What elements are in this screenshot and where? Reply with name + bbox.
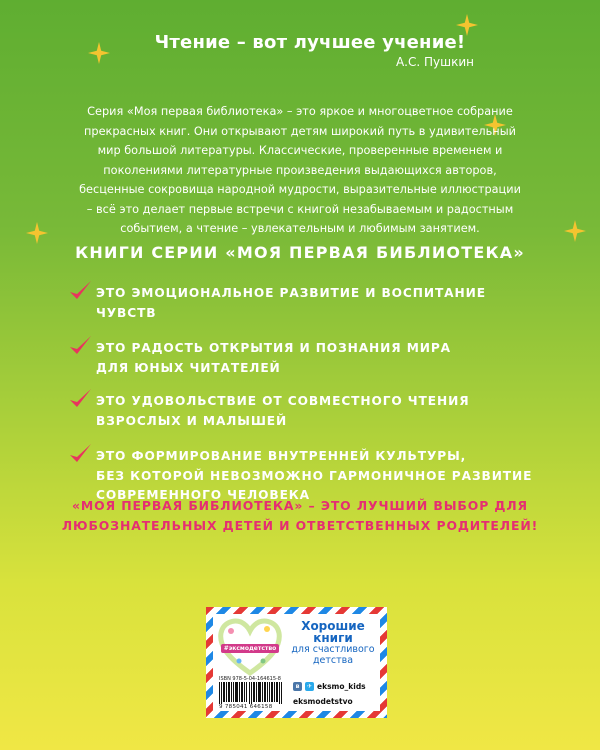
list-item [66, 339, 546, 378]
checkmark-icon [66, 441, 94, 469]
benefit-text: ЭТО РАДОСТЬ ОТКРЫТИЯ И ПОЗНАНИЯ МИРА ДЛЯ ЮНЫХ ЧИТАТЕЛЕЙ [96, 341, 451, 375]
social-handle: eksmo_kids [317, 681, 366, 691]
conclusion-text: «МОЯ ПЕРВАЯ БИБЛИОТЕКА» – ЭТО ЛУЧШИЙ ВЫБОР ДЛЯ ЛЮБОЗНАТЕЛЬНЫХ ДЕТЕЙ И ОТВЕТСТВЕННЫХ РОДИТЕЛЕЙ! [61, 498, 539, 533]
isbn: ISBN 978-5-04-164615-8 [219, 676, 281, 682]
hashtag-badge: #эксмодетство [221, 644, 279, 653]
checkmark-icon [66, 333, 94, 361]
epigraph-text: Чтение – вот лучшее учение! [154, 32, 466, 53]
section-title: КНИГИ СЕРИИ «МОЯ ПЕРВАЯ БИБЛИОТЕКА» [75, 243, 525, 262]
list-item [66, 284, 546, 323]
benefit-text: ЭТО ФОРМИРОВАНИЕ ВНУТРЕННЕЙ КУЛЬТУРЫ, БЕЗ КОТОРОЙ НЕВОЗМОЖНО ГАРМОНИЧНОЕ РАЗВИТИЕ СОВРЕМЕННОГО ЧЕЛОВЕКА [96, 449, 533, 502]
slogan-line: книги [313, 631, 353, 645]
epigraph [140, 32, 480, 69]
checkmark-icon [66, 386, 94, 414]
list-item [66, 392, 546, 431]
vk-icon: в [293, 682, 302, 691]
social-handle: eksmodetstvo [293, 696, 353, 706]
slogan-line: Хорошие [301, 619, 365, 633]
social-site[interactable] [293, 695, 383, 707]
slogan [287, 620, 379, 666]
benefit-text: ЭТО УДОВОЛЬСТВИЕ ОТ СОВМЕСТНОГО ЧТЕНИЯ ВЗРОСЛЫХ И МАЛЫШЕЙ [96, 394, 470, 428]
social-vk[interactable] [293, 680, 383, 692]
checkmark-icon [66, 278, 94, 306]
benefit-text: ЭТО ЭМОЦИОНАЛЬНОЕ РАЗВИТИЕ И ВОСПИТАНИЕ ЧУВСТВ [96, 286, 486, 320]
social-links [293, 680, 383, 710]
sparkle-icon [564, 220, 586, 242]
sparkle-icon [26, 222, 48, 244]
barcode-icon [219, 682, 283, 704]
series-description: Серия «Моя первая библиотека» – это яркое и многоцветное собрание прекрасных книг. Они открывают детям широкий путь в удивительный мир большой литературы. Классические, проверенные временем и поколениями литературные произведения выдающихся авторов, бесценные сокровища народной мудрости, выразительные иллюстрации – всё это делает первые встречи с книгой незабываемым и радостным событием, а чтение – увлекательным и любимым занятием. [79, 105, 521, 235]
slogan-line: для счастливого детства [291, 644, 375, 666]
telegram-icon: ✈ [306, 682, 313, 690]
benefits-list [66, 284, 546, 522]
publisher-sticker [206, 607, 387, 718]
barcode-number: 9 785041 646158 [219, 704, 273, 710]
sparkle-icon [88, 42, 110, 64]
epigraph-author: А.С. Пушкин [395, 55, 474, 69]
